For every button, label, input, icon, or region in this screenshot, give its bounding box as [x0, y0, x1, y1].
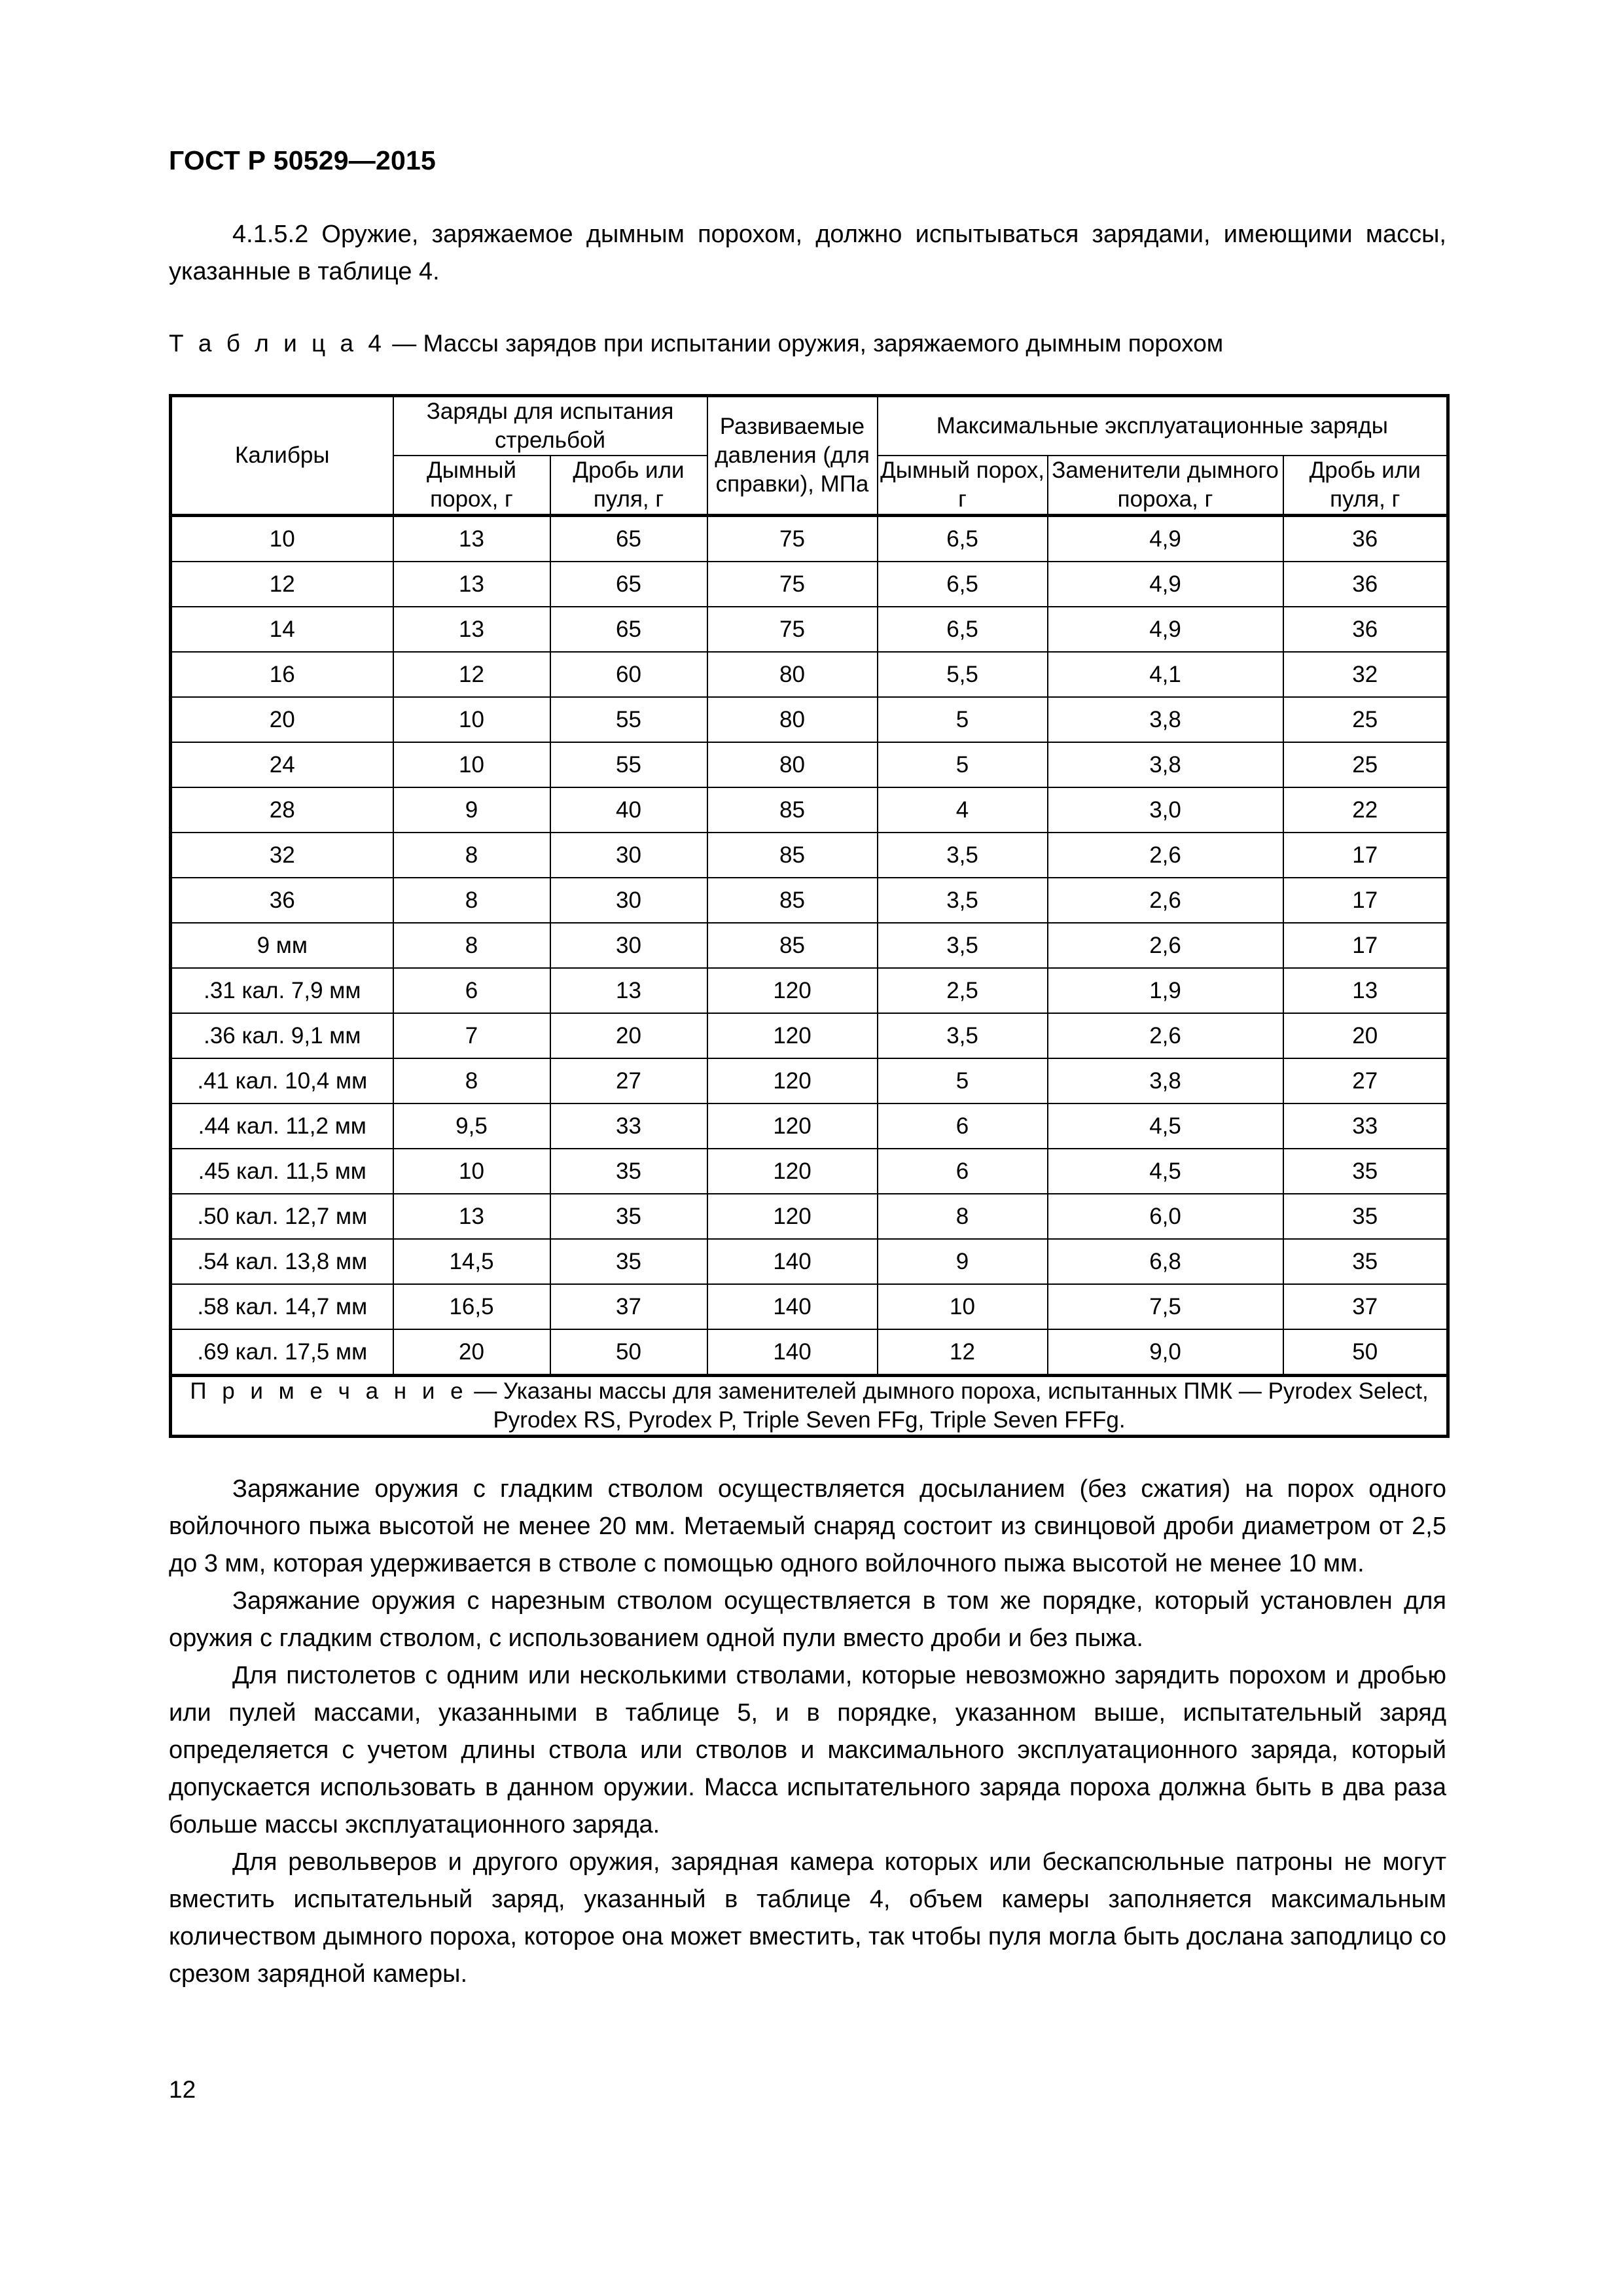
cell-pressure: 140	[707, 1284, 878, 1329]
cell-caliber: 16	[171, 652, 393, 697]
table-note	[171, 1376, 1448, 1437]
cell-operational-shot: 17	[1283, 833, 1448, 878]
cell-operational-shot: 35	[1283, 1149, 1448, 1194]
cell-operational-powder: 5	[878, 1058, 1048, 1103]
cell-operational-shot: 17	[1283, 878, 1448, 923]
cell-operational-powder: 9	[878, 1239, 1048, 1284]
cell-operational-substitute: 2,6	[1048, 833, 1283, 878]
cell-test-shot: 37	[550, 1284, 707, 1329]
cell-operational-shot: 50	[1283, 1329, 1448, 1376]
page-number: 12	[169, 2076, 196, 2103]
table-caption-title: Массы зарядов при испытании оружия, заряжаемого дымным порохом	[423, 330, 1224, 357]
cell-caliber: .50 кал. 12,7 мм	[171, 1194, 393, 1239]
cell-test-powder: 8	[393, 833, 550, 878]
cell-test-powder: 12	[393, 652, 550, 697]
header-test-black-powder: Дымный порох, г	[393, 456, 550, 516]
table-row	[171, 1149, 1448, 1194]
cell-operational-powder: 3,5	[878, 833, 1048, 878]
cell-test-shot: 13	[550, 968, 707, 1013]
cell-test-powder: 8	[393, 878, 550, 923]
cell-operational-substitute: 6,8	[1048, 1239, 1283, 1284]
body-paragraphs	[169, 1471, 1446, 1993]
table-row	[171, 833, 1448, 878]
table-row	[171, 878, 1448, 923]
clause-4-1-5-2: 4.1.5.2 Оружие, заряжаемое дымным порохом, должно испытываться зарядами, имеющими массы, указанные в таблице 4.	[169, 221, 1446, 285]
cell-test-powder: 10	[393, 742, 550, 787]
standard-header: ГОСТ Р 50529—2015	[169, 145, 436, 175]
cell-operational-substitute: 4,5	[1048, 1149, 1283, 1194]
cell-operational-substitute: 6,0	[1048, 1194, 1283, 1239]
cell-caliber: .41 кал. 10,4 мм	[171, 1058, 393, 1103]
cell-operational-substitute: 1,9	[1048, 968, 1283, 1013]
cell-operational-substitute: 2,6	[1048, 878, 1283, 923]
cell-operational-substitute: 3,8	[1048, 697, 1283, 742]
table-row	[171, 562, 1448, 607]
cell-test-powder: 10	[393, 697, 550, 742]
header-test-charges-group: Заряды для испытания стрельбой	[393, 396, 707, 456]
cell-test-powder: 14,5	[393, 1239, 550, 1284]
cell-pressure: 80	[707, 742, 878, 787]
body-paragraph: Для револьверов и другого оружия, зарядная камера которых или бескапсюльные патроны не могут вместить испытательный заряд, указанный в таблице 4, объем камеры заполняется максимальным количеством дымного пороха, которое она может вместить, так чтобы пуля могла быть дослана заподлицо со срезом зарядной камеры.	[169, 1848, 1446, 1988]
header-operational-substitutes: Заменители дымного пороха, г	[1048, 456, 1283, 516]
cell-pressure: 75	[707, 516, 878, 562]
table-row	[171, 1239, 1448, 1284]
header-calibers: Калибры	[171, 396, 393, 516]
body-paragraph: Заряжание оружия с нарезным стволом осуществляется в том же порядке, который установлен для оружия с гладким стволом, с использованием одной пули вместо дроби и без пыжа.	[169, 1587, 1446, 1652]
table-row	[171, 1103, 1448, 1149]
cell-operational-powder: 3,5	[878, 878, 1048, 923]
cell-caliber: .45 кал. 11,5 мм	[171, 1149, 393, 1194]
cell-caliber: .36 кал. 9,1 мм	[171, 1013, 393, 1058]
cell-caliber: 36	[171, 878, 393, 923]
cell-caliber: .31 кал. 7,9 мм	[171, 968, 393, 1013]
cell-operational-shot: 25	[1283, 742, 1448, 787]
cell-pressure: 85	[707, 833, 878, 878]
cell-test-powder: 6	[393, 968, 550, 1013]
cell-test-shot: 30	[550, 833, 707, 878]
cell-operational-shot: 37	[1283, 1284, 1448, 1329]
table-row	[171, 1284, 1448, 1329]
body-paragraph: Заряжание оружия с гладким стволом осуществляется досыланием (без сжатия) на порох одного войлочного пыжа высотой не менее 20 мм. Метаемый снаряд состоит из свинцовой дроби диаметром от 2,5 до 3 мм, которая удерживается в стволе с помощью одного войлочного пыжа высотой не менее 10 мм.	[169, 1475, 1446, 1577]
cell-test-powder: 8	[393, 1058, 550, 1103]
header-pressure-group: Развиваемые давления (для справки), МПа	[707, 396, 878, 516]
cell-operational-substitute: 3,8	[1048, 1058, 1283, 1103]
cell-operational-shot: 35	[1283, 1194, 1448, 1239]
cell-operational-powder: 6	[878, 1149, 1048, 1194]
table-caption-dash: —	[385, 330, 423, 357]
note-dash: —	[467, 1378, 504, 1404]
cell-operational-powder: 5	[878, 742, 1048, 787]
table-body	[171, 516, 1448, 1376]
cell-pressure: 120	[707, 1058, 878, 1103]
cell-test-shot: 30	[550, 878, 707, 923]
cell-operational-powder: 6	[878, 1103, 1048, 1149]
cell-operational-substitute: 2,6	[1048, 1013, 1283, 1058]
cell-test-powder: 13	[393, 607, 550, 652]
cell-operational-substitute: 4,9	[1048, 562, 1283, 607]
cell-operational-shot: 17	[1283, 923, 1448, 968]
table-header	[171, 396, 1448, 516]
cell-pressure: 80	[707, 697, 878, 742]
cell-operational-shot: 36	[1283, 562, 1448, 607]
cell-test-shot: 35	[550, 1239, 707, 1284]
table-row	[171, 516, 1448, 562]
cell-test-shot: 35	[550, 1194, 707, 1239]
table-row	[171, 607, 1448, 652]
cell-test-powder: 13	[393, 562, 550, 607]
cell-operational-powder: 5,5	[878, 652, 1048, 697]
cell-operational-powder: 6,5	[878, 562, 1048, 607]
cell-operational-powder: 5	[878, 697, 1048, 742]
table-caption	[169, 327, 1446, 360]
cell-test-powder: 13	[393, 1194, 550, 1239]
cell-operational-shot: 32	[1283, 652, 1448, 697]
table-row	[171, 1013, 1448, 1058]
header-operational-black-powder: Дымный порох, г	[878, 456, 1048, 516]
table-row	[171, 652, 1448, 697]
cell-caliber: .58 кал. 14,7 мм	[171, 1284, 393, 1329]
cell-caliber: 24	[171, 742, 393, 787]
cell-operational-shot: 20	[1283, 1013, 1448, 1058]
cell-caliber: 32	[171, 833, 393, 878]
table-caption-label: Т а б л и ц а 4	[169, 330, 385, 357]
cell-caliber: 9 мм	[171, 923, 393, 968]
cell-operational-shot: 33	[1283, 1103, 1448, 1149]
cell-caliber: 14	[171, 607, 393, 652]
header-test-shot-or-bullet: Дробь или пуля, г	[550, 456, 707, 516]
cell-pressure: 80	[707, 652, 878, 697]
cell-operational-substitute: 2,6	[1048, 923, 1283, 968]
cell-test-shot: 20	[550, 1013, 707, 1058]
cell-operational-powder: 6,5	[878, 516, 1048, 562]
cell-test-shot: 65	[550, 516, 707, 562]
cell-pressure: 120	[707, 1194, 878, 1239]
cell-pressure: 75	[707, 562, 878, 607]
cell-operational-shot: 13	[1283, 968, 1448, 1013]
cell-operational-powder: 8	[878, 1194, 1048, 1239]
table-header-row-1	[171, 396, 1448, 456]
cell-pressure: 85	[707, 923, 878, 968]
cell-test-powder: 9,5	[393, 1103, 550, 1149]
cell-test-powder: 8	[393, 923, 550, 968]
cell-caliber: .44 кал. 11,2 мм	[171, 1103, 393, 1149]
cell-caliber: 20	[171, 697, 393, 742]
cell-operational-powder: 3,5	[878, 1013, 1048, 1058]
cell-operational-shot: 36	[1283, 516, 1448, 562]
cell-caliber: 28	[171, 787, 393, 833]
cell-operational-substitute: 4,9	[1048, 607, 1283, 652]
cell-test-shot: 65	[550, 607, 707, 652]
body-paragraph: Для пистолетов с одним или несколькими стволами, которые невозможно зарядить порохом и дробью или пулей массами, указанными в таблице 5, и в порядке, указанном выше, испытательный заряд определяется с учетом длины ствола или стволов и максимального эксплуатационного заряда, который допускается использовать в данном оружии. Масса испытательного заряда пороха должна быть в два раза больше массы эксплуатационного заряда.	[169, 1662, 1446, 1839]
cell-test-shot: 35	[550, 1149, 707, 1194]
cell-operational-powder: 2,5	[878, 968, 1048, 1013]
cell-pressure: 120	[707, 1013, 878, 1058]
cell-operational-powder: 12	[878, 1329, 1048, 1376]
cell-caliber: .54 кал. 13,8 мм	[171, 1239, 393, 1284]
cell-test-powder: 10	[393, 1149, 550, 1194]
cell-operational-powder: 4	[878, 787, 1048, 833]
cell-operational-powder: 6,5	[878, 607, 1048, 652]
cell-operational-powder: 10	[878, 1284, 1048, 1329]
table-row	[171, 697, 1448, 742]
cell-operational-shot: 27	[1283, 1058, 1448, 1103]
cell-test-shot: 40	[550, 787, 707, 833]
charges-table	[169, 394, 1450, 1438]
table-note-row	[171, 1376, 1448, 1437]
cell-test-shot: 60	[550, 652, 707, 697]
cell-caliber: .69 кал. 17,5 мм	[171, 1329, 393, 1376]
table-row	[171, 1058, 1448, 1103]
cell-test-powder: 7	[393, 1013, 550, 1058]
cell-operational-substitute: 3,8	[1048, 742, 1283, 787]
cell-test-shot: 55	[550, 742, 707, 787]
cell-operational-substitute: 9,0	[1048, 1329, 1283, 1376]
cell-operational-shot: 22	[1283, 787, 1448, 833]
cell-test-shot: 30	[550, 923, 707, 968]
table-row	[171, 923, 1448, 968]
table-row	[171, 1194, 1448, 1239]
cell-pressure: 140	[707, 1329, 878, 1376]
cell-operational-substitute: 4,5	[1048, 1103, 1283, 1149]
cell-pressure: 120	[707, 1149, 878, 1194]
cell-caliber: 10	[171, 516, 393, 562]
table-row	[171, 968, 1448, 1013]
cell-operational-shot: 35	[1283, 1239, 1448, 1284]
cell-test-shot: 27	[550, 1058, 707, 1103]
cell-operational-substitute: 7,5	[1048, 1284, 1283, 1329]
note-label: П р и м е ч а н и е	[190, 1378, 468, 1404]
cell-test-powder: 20	[393, 1329, 550, 1376]
cell-test-powder: 13	[393, 516, 550, 562]
header-operational-shot-or-bullet: Дробь или пуля, г	[1283, 456, 1448, 516]
header-max-operational-group: Максимальные эксплуатационные заряды	[878, 396, 1448, 456]
cell-operational-substitute: 4,1	[1048, 652, 1283, 697]
table-row	[171, 787, 1448, 833]
page-content	[169, 216, 1446, 1993]
cell-pressure: 85	[707, 878, 878, 923]
note-text: Указаны массы для заменителей дымного пороха, испытанных ПМК — Pyrodex Select, Pyrodex RS, Pyrodex P, Triple Seven FFg, Triple Seven FFFg.	[493, 1378, 1429, 1433]
cell-operational-substitute: 3,0	[1048, 787, 1283, 833]
cell-test-powder: 16,5	[393, 1284, 550, 1329]
table-row	[171, 742, 1448, 787]
cell-caliber: 12	[171, 562, 393, 607]
cell-operational-shot: 36	[1283, 607, 1448, 652]
cell-operational-shot: 25	[1283, 697, 1448, 742]
cell-pressure: 85	[707, 787, 878, 833]
cell-pressure: 120	[707, 1103, 878, 1149]
cell-operational-powder: 3,5	[878, 923, 1048, 968]
cell-pressure: 75	[707, 607, 878, 652]
cell-test-shot: 55	[550, 697, 707, 742]
table-footer	[171, 1376, 1448, 1437]
table-row	[171, 1329, 1448, 1376]
cell-pressure: 140	[707, 1239, 878, 1284]
cell-test-shot: 50	[550, 1329, 707, 1376]
cell-test-powder: 9	[393, 787, 550, 833]
cell-test-shot: 65	[550, 562, 707, 607]
cell-pressure: 120	[707, 968, 878, 1013]
cell-test-shot: 33	[550, 1103, 707, 1149]
cell-operational-substitute: 4,9	[1048, 516, 1283, 562]
